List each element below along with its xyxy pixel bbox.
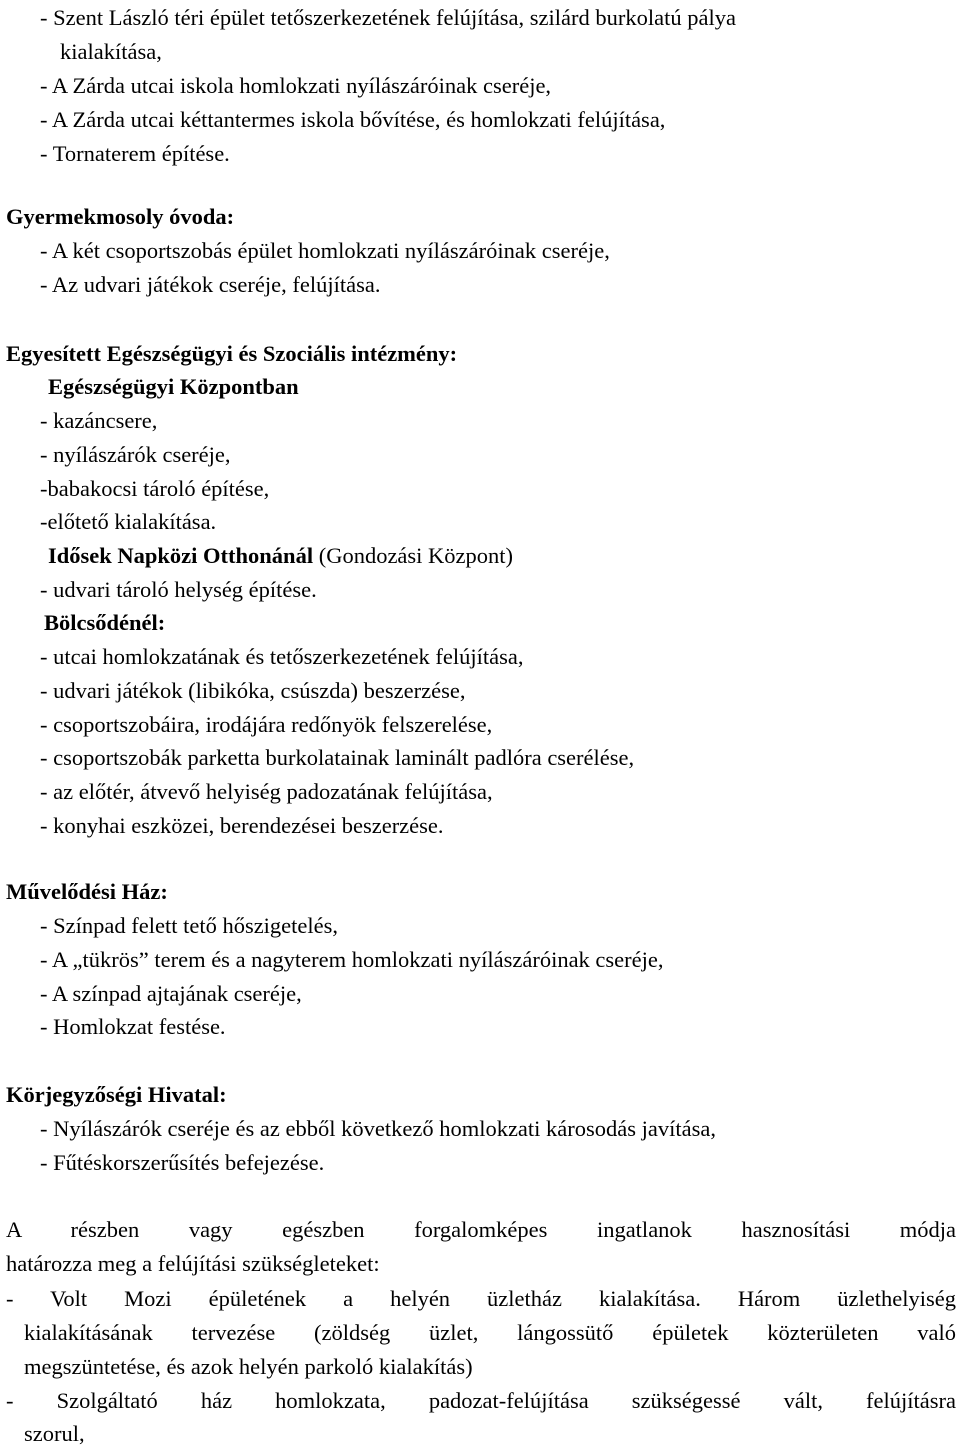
idosek-line [48, 542, 513, 570]
list-item: - konyhai eszközei, berendezései beszerzése. [40, 813, 444, 838]
ovoda-heading: Gyermekmosoly óvoda: [6, 204, 235, 229]
zarda-line-1: - A Zárda utcai iskola homlokzati nyílászáróinak cseréje, [40, 73, 552, 98]
szent-laszlo-line-1: - Szent László téri épület tetőszerkezetének felújítása, szilárd burkolatú pálya [40, 5, 736, 30]
list-item: -babakocsi tároló építése, [40, 476, 270, 501]
zarda-line-3: - Tornaterem építése. [40, 141, 230, 166]
mozi-line-2: kialakításának tervezése (zöldség üzlet, lángossütő épületek közterületen való [24, 1320, 956, 1345]
list-item: - az előtér, átvevő helyiség padozatának felújítása, [40, 779, 493, 804]
szolgaltato-line-2: szorul, [24, 1421, 85, 1446]
muvelodesi-heading: Művelődési Ház: [6, 879, 168, 904]
ingatlanok-intro-line-2: határozza meg a felújítási szükségleteket: [6, 1251, 380, 1276]
bolcsode-heading: Bölcsődénél: [44, 610, 166, 635]
egeszsegugyi-subheading: Egészségügyi Központban [48, 374, 299, 399]
list-item: - csoportszobáira, irodájára redőnyök felszerelése, [40, 712, 493, 737]
egeszsegugyi-heading: Egyesített Egészségügyi és Szociális intézmény: [6, 341, 458, 366]
mozi-line-1: - Volt Mozi épületének a helyén üzletház kialakítása. Három üzlethelyiség [6, 1286, 956, 1311]
szent-laszlo-line-2: kialakítása, [60, 39, 162, 64]
list-item: - udvari játékok (libikóka, csúszda) beszerzése, [40, 678, 466, 703]
list-item: - kazáncsere, [40, 408, 158, 433]
idosek-heading: Idősek Napközi Otthonánál [48, 543, 314, 568]
list-item: - csoportszobák parketta burkolatainak laminált padlóra cserélése, [40, 745, 635, 770]
list-item: - nyílászárók cseréje, [40, 442, 231, 467]
zarda-line-2: - A Zárda utcai kéttantermes iskola bővítése, és homlokzati felújítása, [40, 107, 666, 132]
list-item: - Nyílászárók cseréje és az ebből következő homlokzati károsodás javítása, [40, 1116, 716, 1141]
list-item: - utcai homlokzatának és tetőszerkezetének felújítása, [40, 644, 524, 669]
mozi-line-3: megszüntetése, és azok helyén parkoló kialakítás) [24, 1354, 473, 1379]
list-item: - A „tükrös” terem és a nagyterem homlokzati nyílászáróinak cseréje, [40, 947, 664, 972]
idosek-note: (Gondozási Központ) [313, 543, 514, 568]
ingatlanok-intro-line-1: A részben vagy egészben forgalomképes ingatlanok hasznosítási módja [6, 1217, 956, 1242]
list-item: - Homlokzat festése. [40, 1014, 226, 1039]
list-item: - A két csoportszobás épület homlokzati nyílászáróinak cseréje, [40, 238, 610, 263]
list-item: - Színpad felett tető hőszigetelés, [40, 913, 339, 938]
list-item: -előtető kialakítása. [40, 509, 217, 534]
szolgaltato-line-1: - Szolgáltató ház homlokzata, padozat-felújítása szükségessé vált, felújításra [6, 1388, 956, 1413]
korjegyzoseg-heading: Körjegyzőségi Hivatal: [6, 1082, 227, 1107]
list-item: - Fűtéskorszerűsítés befejezése. [40, 1150, 325, 1175]
list-item: - A színpad ajtajának cseréje, [40, 981, 302, 1006]
list-item: - udvari tároló helység építése. [40, 577, 317, 602]
list-item: - Az udvari játékok cseréje, felújítása. [40, 272, 381, 297]
